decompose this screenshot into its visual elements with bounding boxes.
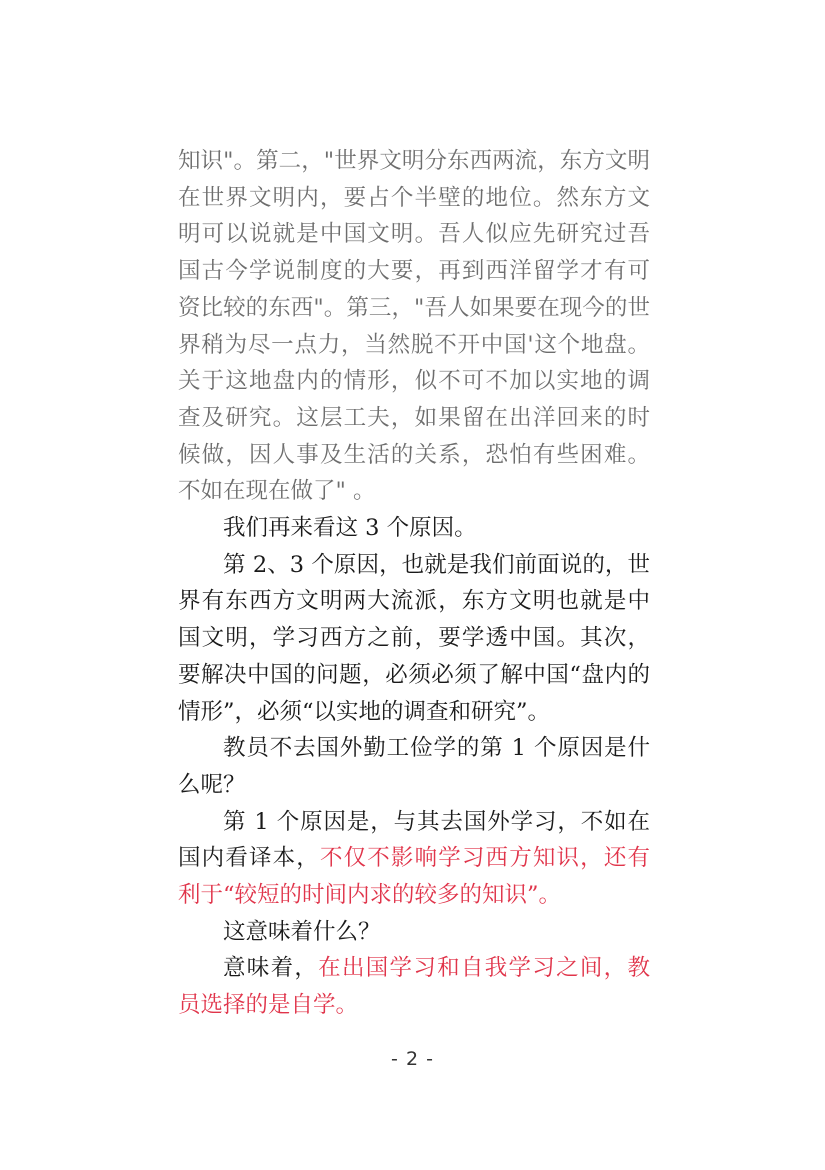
paragraph-4-text: 第 1 个原因是，与其去国外学习，不如在国内看译本， — [178, 808, 650, 872]
paragraph-3: 教员不去国外勤工俭学的第 1 个原因是什么呢？ — [178, 735, 650, 798]
body-text — [178, 143, 650, 1024]
paragraph-5: 这意味着什么？ — [223, 918, 381, 945]
paragraph-6 — [178, 950, 650, 1023]
page-number: - 2 - — [391, 1048, 434, 1070]
paragraph-6-highlight: 在出国学习和自我学习之间，教员选择的是自学。 — [178, 955, 650, 1019]
paragraph-4-highlight: 不仅不影响学习西方知识，还有利于“较短的时间内求的较多的知识”。 — [178, 845, 650, 909]
quote-paragraph: 知识"。第二，"世界文明分东西两流，东方文明在世界文明内，要占个半壁的地位。然东方文明可以说就是中国文明。吾人似应先研究过吾国古今学说制度的大要，再到西洋留学才有可资比较的东西"。第三，"吾人如果要在现今的世界稍为尽一点力，当然脱不开中国'这个地盘。关于这地盘内的情形，似不可不加以实地的调查及研究。这层工夫，如果留在出洋回来的时候做，因人事及生活的关系，恐怕有些困难。不如在现在做了" 。 — [178, 148, 650, 505]
paragraph-6-text: 意味着， — [223, 955, 319, 982]
paragraph-2: 第 2、3 个原因，也就是我们前面说的，世界有东西方文明两大流派，东方文明也就是中国文明，学习西方之前，要学透中国。其次，要解决中国的问题，必须必须了解中国“盘内的情形”，必须“以实地的调查和研究”。 — [178, 551, 650, 725]
paragraph-4 — [178, 804, 650, 914]
paragraph-1: 我们再来看这 3 个原因。 — [223, 515, 477, 542]
